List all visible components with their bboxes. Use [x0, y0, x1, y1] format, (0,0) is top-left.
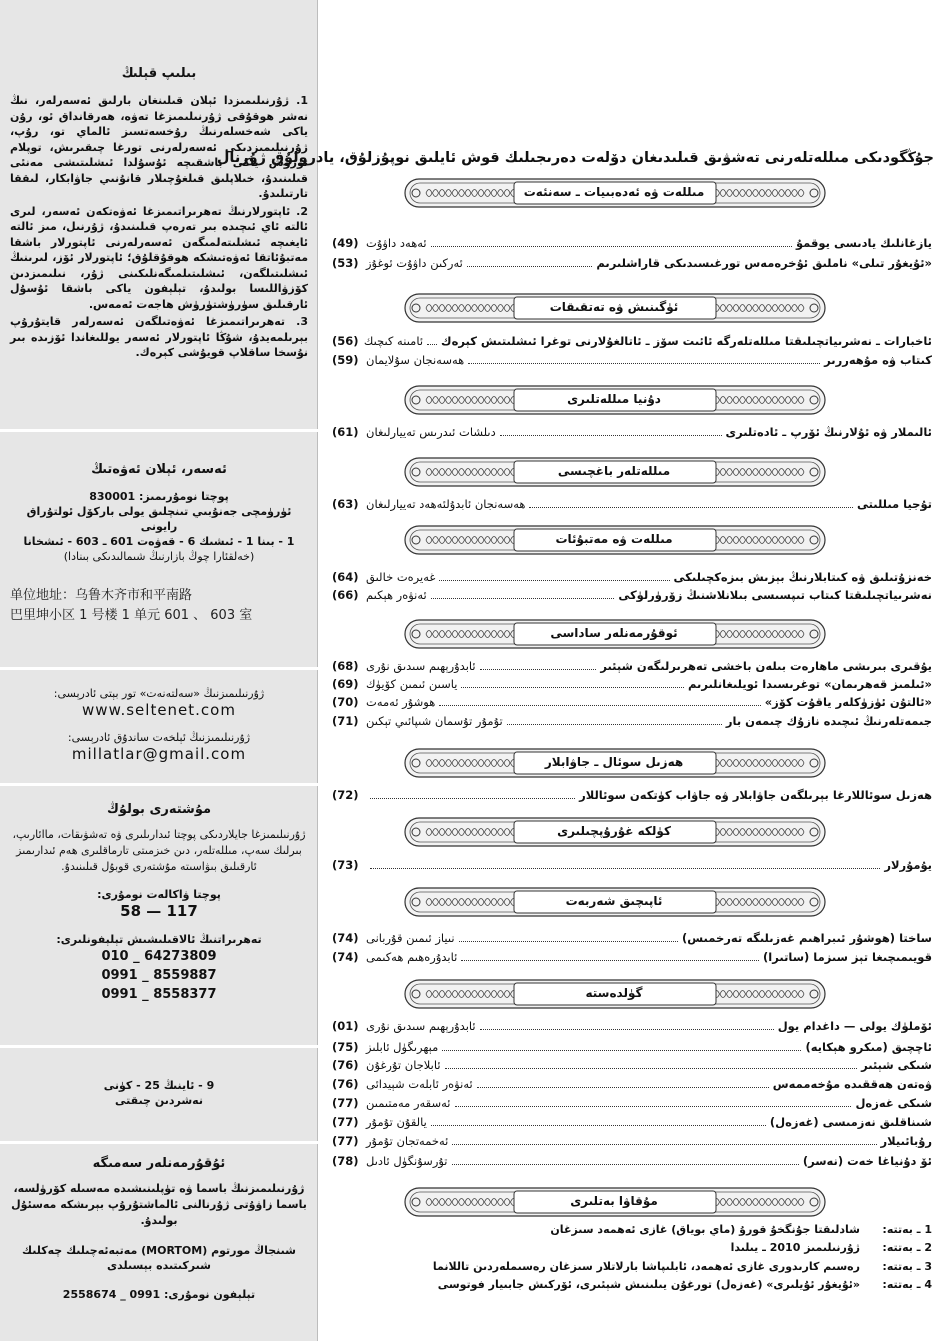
- entry-title: ئۆ دۇنياغا خەت (نەسر): [802, 1154, 932, 1168]
- section-heading: ئاپىچىق شەربەت: [565, 894, 663, 908]
- phone-number: 0991 _ 8558377: [101, 987, 217, 1002]
- toc-entry[interactable]: [332, 570, 932, 588]
- entry-title: رۇبائىيلار: [880, 1134, 932, 1148]
- page-number: (76): [332, 1058, 359, 1072]
- section-banner: [404, 523, 826, 557]
- entry-title: شىناقلىق نەزمىسى (غەزەل): [769, 1115, 932, 1129]
- cover-page-entry: [332, 1223, 932, 1236]
- address-chinese-1: 单位地址：乌鲁木齐市和平南路: [10, 588, 193, 603]
- entry-title: ئالىملار ۋە ئۇلارنىڭ ئۆرپ ـ ئادەتلىرى: [725, 425, 932, 439]
- toc-entry[interactable]: [332, 1019, 932, 1037]
- entry-author: ئەھەد داۋۇت: [366, 236, 427, 250]
- entry-author: ئەسقەر مەمتىمىن: [366, 1096, 451, 1110]
- section-banner: [404, 977, 826, 1011]
- toc-entry[interactable]: [332, 334, 932, 352]
- leader-dots: [480, 659, 597, 670]
- entry-author: ھوشۇر ئەمەت: [366, 695, 436, 709]
- page-number: (69): [332, 677, 359, 691]
- page-number: (01): [332, 1019, 359, 1033]
- entry-title: يۇقىرى بىرىشى ماھارەت بىلەن باخشى تەھرىرلىگەن شېئىر: [600, 659, 932, 673]
- email-link[interactable]: millatlar@gmail.com: [71, 745, 247, 763]
- leader-dots: [477, 1077, 769, 1088]
- entry-author: نىياز ئىمىن قۇربانى: [366, 931, 455, 945]
- entry-author: ئەنۋەر ئابلەت شېيدائى: [366, 1077, 473, 1091]
- section-banner: [404, 885, 826, 919]
- section-banner: [404, 746, 826, 780]
- toc-entry[interactable]: [332, 353, 932, 371]
- cover-page-label: 1 ـ بەتتە:: [882, 1223, 932, 1236]
- readers-title: ئۇقۇرمەنلەر سەمىگە: [92, 1156, 226, 1171]
- leader-dots: [455, 1096, 852, 1107]
- address-line-2: 1 - بىنا 1 - ئىشىك 6 - قەۋەت 601 ـ 603 - ئىشخانا: [23, 535, 295, 548]
- toc-entry[interactable]: [332, 695, 932, 713]
- page-number: (61): [332, 425, 359, 439]
- entry-author: ئابدۇرېھىم سىدىق نۇرى: [366, 1019, 476, 1033]
- table-of-contents: [216, 0, 940, 1341]
- cover-page-text: شادلىقتا جۇنگخۇ قورۇ (ماي بوياق) غازى ئەھمەد سىزغان: [550, 1223, 860, 1236]
- section-heading: ھەزىل سوئال ـ جاۋابلار: [544, 755, 684, 769]
- section-heading: ئوقۇرمەنلەر ساداسى: [550, 626, 678, 640]
- page-number: (77): [332, 1134, 359, 1148]
- cover-page-label: 2 ـ بەتتە:: [882, 1241, 932, 1254]
- page-number: (64): [332, 570, 359, 584]
- section-banner: [404, 291, 826, 325]
- leader-dots: [480, 1019, 774, 1030]
- address-title: ئەسەر، ئېلان ئەۋەتىڭ: [91, 462, 227, 477]
- section-banner: [404, 176, 826, 210]
- entry-title: تۇجيا مىللىتى: [856, 497, 932, 511]
- entry-author: ياسىن ئىمىن كۆيۈك: [366, 677, 458, 691]
- page-number: (78): [332, 1154, 359, 1168]
- leader-dots: [439, 570, 669, 581]
- toc-entry[interactable]: [332, 788, 932, 806]
- leader-dots: [370, 858, 880, 869]
- section-heading: كۈلكە غۇرۇپچىلىرى: [557, 824, 671, 838]
- issue-date: 9 - ئاينىڭ 25 - كۈنى: [103, 1079, 215, 1092]
- entry-author: تۇرسۇنگۈل ئادىل: [366, 1154, 448, 1168]
- entry-author: دىلشات ئىدرىس تەييارلىغان: [366, 425, 496, 439]
- leader-dots: [529, 497, 852, 508]
- notice-paragraph-1: 1. ژۇرنىلىمىزدا ئېلان قىلىنغان بارلىق ئەسەرلەر، نىڭ نەشر ھوقۇقى ژۇرنىلىمىزغا تەۋە، ھەرقانداق ئو، رۇن ياكى شەخسلەرنىڭ رۇخسەتسىز ئالماي تو، رۇپ، ژۇرنىلىمىزدىكى ئەسەرلەرنى تورغا چىقىرىش، توپلام تۈزۈش ياكى باشقىچە ئۇسۇلدا ئىشلىتىشى مەنئى قىلىنىدۇ، خىلاپلىق قىلغۇچىلار قانۇنىي جاۋابكار، لىققا تارتىلىدۇ.: [10, 94, 308, 200]
- section-banner: [404, 617, 826, 651]
- toc-entry[interactable]: [332, 714, 932, 732]
- entry-author: ھەسەنجان ئابدۇلئەھەد تەييارلىغان: [366, 497, 526, 511]
- page-number: (53): [332, 256, 359, 270]
- entry-title: نەشرىياتچىلىقتا كىتاب تىپسىسى بىلانلاشنىڭ زۆرۈرلۈكى: [618, 588, 932, 602]
- toc-entry[interactable]: [332, 425, 932, 443]
- entry-title: شىكى غەزەل: [855, 1096, 932, 1110]
- cover-page-label: 4 ـ بەتتە:: [882, 1278, 932, 1291]
- cover-page-entry: [332, 1241, 932, 1254]
- notice-paragraph-3: 3. تەھرىراتىمىزغا ئەۋەتىلگەن ئەسەرلەر قايتۇرۇپ بېرىلمەيدۇ، شۇڭا ئاپتورلار ئەسەر يوللىغاندا ئۆزىدە بىر نۇسخا ساقلاپ قويۇشى كېرەك.: [10, 315, 308, 359]
- leader-dots: [459, 931, 679, 942]
- section-heading: گۈلدەستە: [585, 986, 643, 1000]
- page-number: (56): [332, 334, 359, 348]
- leader-dots: [452, 1134, 876, 1145]
- entry-author: يالقۇن تۇمۇر: [366, 1115, 427, 1129]
- printer-name: شىنجاڭ مورتوم (MORTOM) مەتبەئەچىلىك چەكلىك: [22, 1244, 296, 1257]
- leader-dots: [431, 588, 615, 599]
- toc-entry[interactable]: [332, 1115, 932, 1133]
- page-number: (63): [332, 497, 359, 511]
- address-line-3: (خەلقئارا چوڭ بازارنىڭ شىمالىدىكى بىنادا): [63, 550, 255, 563]
- page-number: (74): [332, 950, 359, 964]
- phone-number: 010 _ 64273809: [101, 949, 217, 964]
- page-number: (49): [332, 236, 359, 250]
- page-number: (66): [332, 588, 359, 602]
- readers-text: ژۇرنىلىمىزنىڭ باسما ۋە تۈپلىنىشىدە مەسىلە كۆرۈلسە، باسما زاۋۇتى ژۇرنالنى ئالماشتۇرۇپ بېرىشكە مەسئۇل بولىدۇ.: [11, 1182, 307, 1227]
- entry-title: يازغانلىك يادىسى يوقمۇ: [795, 236, 932, 250]
- issue-published: نەشردىن چىقتى: [115, 1094, 203, 1107]
- section-banner: [404, 815, 826, 849]
- leader-dots: [500, 425, 722, 436]
- postal-code-label: پوچتا ۋاكالەت نومۇرى:: [97, 888, 221, 901]
- entry-title: كىتاب ۋە مۇھەررىر: [824, 353, 932, 367]
- toc-entry[interactable]: [332, 677, 932, 695]
- page-number: (72): [332, 788, 359, 802]
- page-number: (75): [332, 1040, 359, 1054]
- entry-title: ئۆملۈك يولى — داغدام يول: [777, 1019, 932, 1033]
- cover-page-text: ژۇرنىلىمىز 2010 ـ يىلىدا: [730, 1241, 860, 1254]
- page-number: (71): [332, 714, 359, 728]
- cover-page-label: 3 ـ بەتتە:: [882, 1260, 932, 1273]
- entry-author: غەيرەت خالىق: [366, 570, 436, 584]
- section-heading: مىللەت ۋە ئەدەبىيات ـ سەنئەت: [523, 185, 705, 199]
- entry-title: ۋەتەن ھەققىدە مۇخەممەس: [772, 1077, 932, 1091]
- entry-title: ئاخبارات ـ نەشرىياتچىلىقتا مىللەتلەرگە ئائىت سۆز ـ ئاتالغۇلارنى توغرا ئىشلىتىش كېرەك: [441, 334, 932, 348]
- entry-author: مېھرىگۈل ئابلىز: [366, 1040, 439, 1054]
- section-banner: [404, 1185, 826, 1219]
- printer-phone: تېلېفون نومۇرى: 0991 _ 2558674: [62, 1288, 256, 1301]
- leader-dots: [442, 1040, 801, 1051]
- address-chinese-2: 巴里坤小区 1 号楼 1 单元 601 、 603 室: [10, 608, 253, 623]
- toc-entry[interactable]: [332, 497, 932, 515]
- entry-title: ئاچچىق (مىكرو ھېكايە): [805, 1040, 932, 1054]
- toc-entry[interactable]: [332, 1077, 932, 1095]
- page-number: (77): [332, 1115, 359, 1129]
- entry-author: ئەخمەتجان تۇمۇر: [366, 1134, 449, 1148]
- entry-author: تۇمۇر تۇسمان شىپائىي تېكىن: [366, 714, 503, 728]
- section-heading: دۇنيا مىللەتلىرى: [567, 392, 661, 406]
- leader-dots: [468, 353, 820, 364]
- printer-section: [0, 1144, 318, 1341]
- leader-dots: [461, 677, 684, 688]
- page-number: (74): [332, 931, 359, 945]
- subscribe-title: مۇشتەرى بولۇڭ: [106, 802, 212, 817]
- address-section: [0, 432, 318, 670]
- leader-dots: [507, 714, 722, 725]
- postal-code: پوچتا نومۇرىمىز: 830001: [89, 490, 229, 503]
- section-heading: مىللەت ۋە مەتبۇئات: [555, 532, 673, 546]
- leader-dots: [370, 788, 575, 799]
- issue-date-section: [0, 1048, 318, 1144]
- entry-title: يۇمۇرلار: [884, 858, 932, 872]
- entry-author: ھەسەنجان سۇلايمان: [366, 353, 465, 367]
- cover-page-text: رەسىم كارىدورى غازى ئەھمەد، ئابلىپاشا بارلاتلار سىزغان رەسىملەردىن تاللانما: [432, 1260, 860, 1273]
- leader-dots: [467, 256, 593, 267]
- toc-entry[interactable]: [332, 1134, 932, 1152]
- website-label: ژۇرنىلىمىزنىڭ «سەلتەنەت» تور بېتى ئادرېسى:: [53, 687, 265, 700]
- toc-entry[interactable]: [332, 256, 932, 274]
- toc-entry[interactable]: [332, 236, 932, 254]
- printer-name-2: شىركىتىدە بېسىلدى: [107, 1259, 211, 1272]
- section-heading: ئۈگىنىش ۋە تەتقىقات: [549, 300, 679, 314]
- page-number: (68): [332, 659, 359, 673]
- leader-dots: [439, 695, 760, 706]
- entry-title: «ئالتۇن ئۈزۈكلەر ياقۇت كۆز»: [764, 695, 932, 709]
- entry-author: ئامىنە كىچىك: [363, 334, 424, 348]
- toc-entry[interactable]: [332, 659, 932, 677]
- page-number: (70): [332, 695, 359, 709]
- notice-title: بىلىپ قېلىڭ: [121, 66, 197, 81]
- postal-code-value: 58 — 117: [120, 902, 198, 920]
- leader-dots: [445, 1058, 858, 1069]
- notice-section: [0, 0, 318, 432]
- entry-title: «ئىلمىز قەھرىمان» توغرىسىدا ئويلىغانلىرىم: [687, 677, 932, 691]
- entry-title: ھەزىل سوئاللارغا بېرىلگەن جاۋابلار ۋە جاۋاب كۈتكەن سوئاللار: [579, 788, 932, 802]
- entry-title: شىكى شېئىر: [861, 1058, 932, 1072]
- website-link[interactable]: www.seltenet.com: [82, 701, 236, 719]
- leader-dots: [431, 1115, 766, 1126]
- entry-author: ئەنۋەر ھېكىم: [366, 588, 427, 602]
- entry-author: ئابلاجان تۇرغۇن: [366, 1058, 441, 1072]
- entry-author: ئابدۇرەھىم ھەكىمى: [366, 950, 458, 964]
- section-heading: مىللەتلەر باغچىسى: [557, 464, 671, 478]
- section-banner: [404, 455, 826, 489]
- toc-entry[interactable]: [332, 1154, 932, 1172]
- leader-dots: [461, 950, 759, 961]
- entry-title: «ئۇيغۇر تىلى» ناملىق ئۇخرەمەس تورغىسىدىكى قاراشلىرىم: [596, 256, 932, 270]
- section-banner: [404, 383, 826, 417]
- phones-label: تەھرىراتنىڭ ئالاقىلىشىش تېلېفونلىرى:: [56, 933, 262, 946]
- entry-title: خەنزۇتىلىق ۋە كىتابلارنىڭ بېزىش بىزەكچىلىكى: [673, 570, 932, 584]
- entry-title: قويىمىچىغا تېز سىزما (ساتىرا): [763, 950, 932, 964]
- web-section: [0, 670, 318, 786]
- toc-entry[interactable]: [332, 1040, 932, 1058]
- entry-title: جىمەتلەرنىڭ ئىچىدە نازۇك چىمەن بار: [725, 714, 932, 728]
- entry-title: ساختا (ھوشۇر ئىبراھىم غەزىلىگە تەرخمىس): [682, 931, 932, 945]
- page-number: (77): [332, 1096, 359, 1110]
- notice-paragraph-2: 2. ئاپتورلارنىڭ تەھرىراتىمىزغا ئەۋەتكەن ئەسەر، لىرى ئالتە ئاي ئىچىدە بىر تەرەپ قىلىنىدۇ، ژۇرنىل، مىز ئالتە ئايغىچە ئىشلىتەلمىگەن ئەسەرلەرنى ئاپتورلار باشقا مەتبۇئاتقا ئەۋەتىشكە ھوقۇقلۇق؛ ئاپتورلار ئۆز، لىرىنىڭ ئىشلىتىلگەن، ئىشلىتىلمىگەنلىكىنى ژۇر، نىلىمىزدىن كۆزۋاللىسا بولىدۇ، تېلېفون ياكى باشقا ئۇسۇل ئارقىلىق سۈرۈشتۈرۈش ھاجەت ئەمەس.: [10, 204, 308, 311]
- leader-dots: [452, 1154, 799, 1165]
- email-label: ژۇرنىلىمىزنىڭ ئېلخەت ساندۇق ئادرېسى:: [67, 731, 251, 744]
- subscribe-text: ژۇرنىلىمىزغا جايلاردىكى پوچتا ئىدارىلىرى ۋە تەشۋىقات، ماائارىپ، بىرلىك سەپ، مىللەتلەر، دىن خىزمىتى تارماقلىرى ھەم ئىدارىمىز ئارقىلىق بىۋاسىتە مۇشتەرى قوبۇل قىلىنىدۇ.: [12, 828, 306, 873]
- leader-dots: [431, 236, 792, 247]
- entry-author: ئابدۇرېھىم سىدىق نۇرى: [366, 659, 476, 673]
- cover-page-text: «ئۇيغۇر ئۇيلىرى» (غەزەل) تورغۇن يىلىنىش شېئىرى، ئۆركىش جابىيار فوتوسى: [437, 1278, 860, 1291]
- toc-entry[interactable]: [332, 931, 932, 949]
- masthead: جۇڭگودىكى مىللەتلەرنى تەشۋىق قىلىدىغان دۆلەت دەرىجىلىك قوش ئايلىق نوپۇزلۇق، يادرولۇق ژۇرنال: [216, 150, 934, 166]
- toc-entry[interactable]: [332, 858, 932, 876]
- sidebar: [0, 0, 318, 1341]
- page-number: (76): [332, 1077, 359, 1091]
- toc-entry[interactable]: [332, 950, 932, 968]
- toc-entry[interactable]: [332, 1058, 932, 1076]
- cover-page-entry: [332, 1278, 932, 1291]
- toc-entry[interactable]: [332, 1096, 932, 1114]
- subscribe-section: [0, 786, 318, 1048]
- address-line-1: ئۈرۈمچى جەنۇبىي تىنچلىق يولى باركۆل ئولتۇراق رايونى: [26, 505, 292, 533]
- leader-dots: [427, 334, 437, 345]
- cover-page-entry: [332, 1260, 932, 1273]
- page-number: (73): [332, 858, 359, 872]
- toc-entry[interactable]: [332, 588, 932, 606]
- entry-author: ئەركىن داۋۇت ئوغۇز: [366, 256, 463, 270]
- section-heading: مۇقاۋا بەتلىرى: [570, 1194, 658, 1208]
- phone-number: 0991 _ 8559887: [101, 968, 217, 983]
- page-number: (59): [332, 353, 359, 367]
